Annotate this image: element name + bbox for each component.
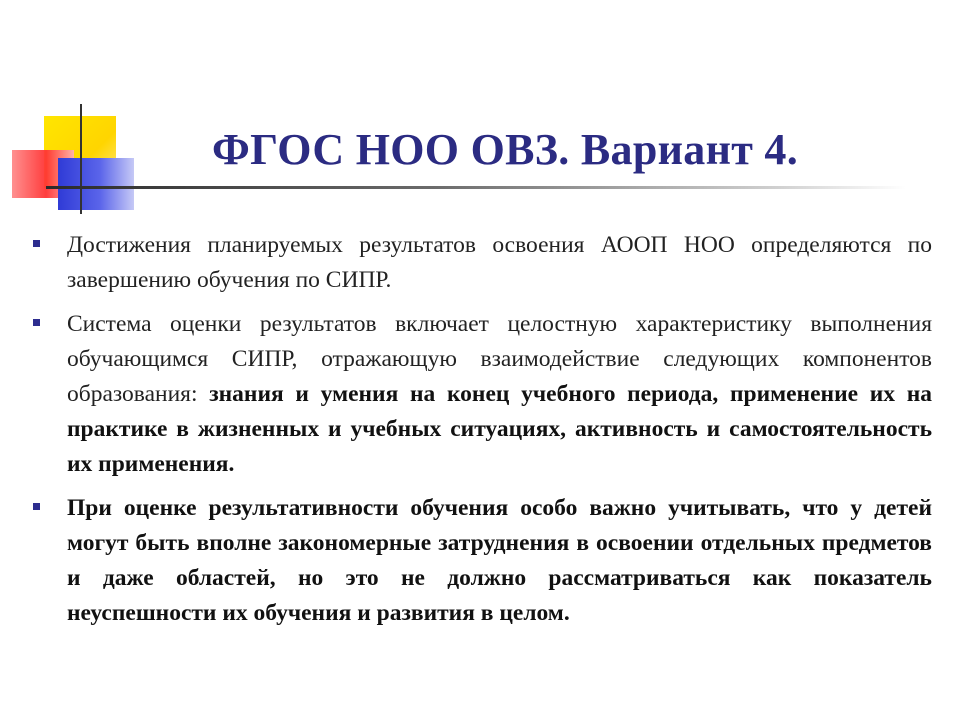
bullet-marker-icon — [33, 319, 40, 326]
bullet-marker-icon — [33, 503, 40, 510]
bullet-text — [67, 228, 932, 298]
decorative-blue-square — [58, 158, 134, 210]
bullet-text-bold: При оценке результативности обучения особо важно учитывать, что у детей могут быть вполне закономерные затруднения в освоении отдельных предметов и даже областей, но это не должно рассматриваться как показатель неуспешности их обучения и развития в целом. — [67, 495, 932, 626]
bullet-text-regular: Система оценки результатов включает целостную характеристику выполнения обучающимся СИПР, отражающую взаимодействие следующих компонентов образования: — [67, 311, 932, 407]
decorative-vertical-line — [80, 104, 82, 214]
bullet-text — [67, 307, 932, 482]
bullet-item-3 — [32, 491, 932, 631]
bullet-text — [67, 491, 932, 631]
bullet-text-regular: Достижения планируемых результатов освоения АООП НОО определяются по завершению обучения по СИПР. — [67, 232, 932, 293]
bullet-list — [32, 228, 932, 640]
bullet-text-bold: знания и умения на конец учебного периода, применение их на практике в жизненных и учебных ситуациях, активность и самостоятельность их применения. — [67, 381, 932, 477]
title-underline — [46, 186, 906, 189]
bullet-item-2 — [32, 307, 932, 482]
slide-title: ФГОС НОО ОВЗ. Вариант 4. — [212, 125, 799, 174]
bullet-item-1 — [32, 228, 932, 298]
bullet-marker-icon — [33, 240, 40, 247]
